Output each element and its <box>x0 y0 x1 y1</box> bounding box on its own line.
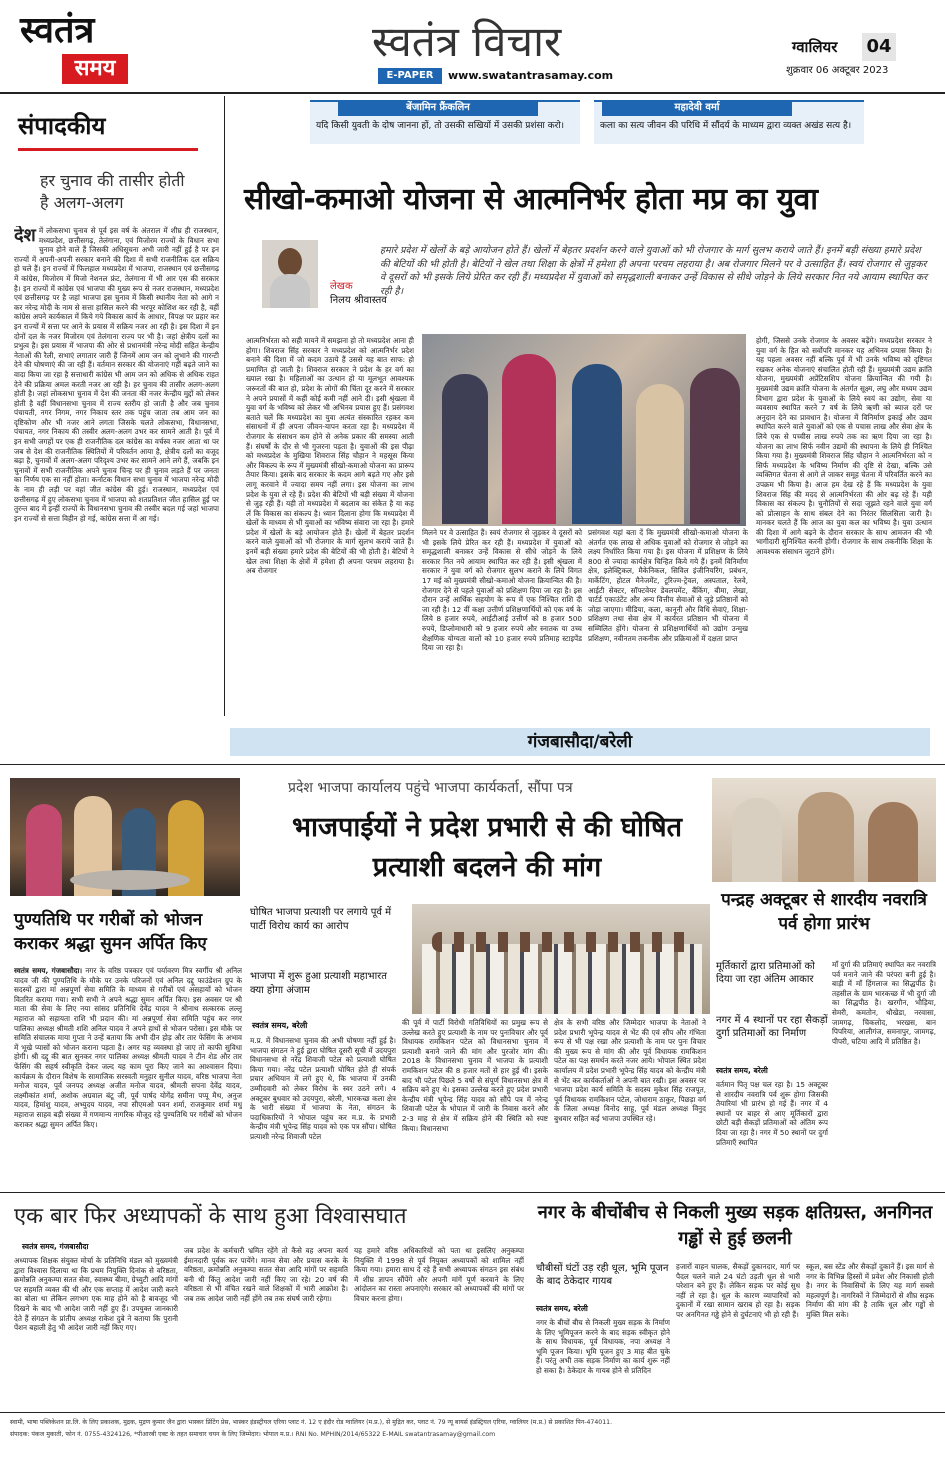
bjp-col-3: क्षेत्र के सभी वरिष्ठ और जिम्मेदार भाजपा के नेताओं ने प्रदेश प्रभारी भूपेन्द्र यादव से भेंट की एवं सौंप और गंभिता रूप से भी पक्ष रखा और प्रत्याशी के नाम पर पुनः विचार की मुख्य रूप से मांग की और पूर्व विधायक रामकिशन पटेल का पक्ष समर्थन करते नजर आये। भोपाल स्थित प्रदेश कार्यालय में प्रदेश प्रभारी भूपेन्द्र सिंह यादव को केन्द्रीय मंत्री से भेंट कर कार्यकर्ताओं ने अपनी बात रखी। इस अवसर पर भाजपा प्रदेश कार्य समिति के सदस्य मुकेश सिंह राजपूत, पूर्व विधायक रामकिशन पटेल, जोधाराम ठाकुर, पिछड़ा वर्ग के जिला अध्यक्ष विनोद साहू, पूर्व मंडल अध्यक्ष विनुद बुधवार सहित कई भाजपा उपस्थित रहे। <box>554 1018 706 1123</box>
quote-2-author: महादेवी वर्मा <box>602 100 792 116</box>
teachers-col-1: अध्यापक शिक्षक संयुक्त मोर्चा के प्रतिनिधि मंडल को मुख्यमंत्री द्वारा विश्वास दिलाया था कि प्रथम नियुक्ति दिनांक से वरिष्ठता, क्रमोन्नति अनुकम्पा सतत सेवा, स्वास्थ्य बीमा, ग्रेच्युटी आदि मांगों पर सहमति व्यक्त की थी और एक सप्ताह में आदेश जारी करने का बोला था लेकिन लगभग एक माह होने को है बावजूद भी दिखने के बाद भी आदेश जारी नहीं हुए हैं। उपयुक्त जानकारी देते हैं संगठन के प्रांतीय अध्यक्ष राकेश दुबे ने बताया कि पुरानी पेंशन बहाली हेतु भी आदेश जारी नहीं किए गए। <box>14 1256 178 1333</box>
road-sub: चौबीसों घंटों उड़ रही धूल, भूमि पूजन के बाद ठेकेदार गायब <box>536 1263 669 1287</box>
navratri-headline: पन्द्रह अक्टूबर से शारदीय नवरात्रि पर्व होगा प्रारंभ <box>721 890 927 934</box>
lead-col-4: होगी, जिससे उनके रोजगार के अवसर बढ़ेंगे। मध्यप्रदेश सरकार ने युवा वर्ग के हित को सर्वोपरि मानकर यह अभिनव प्रयास किया है। यह पहला अवसर नहीं बल्कि पूर्व में भी उनके भविष्य को दृष्टिगत रखकर अनेक योजनाएं संचालित होती रही हैं। मुख्यमंत्री उद्यम क्रांति योजना, मुख्यमंत्री अप्रेंटिसशिप योजना क्रियान्वित की गयी है। मुख्यमंत्री उद्यम क्रांति योजना के अंतर्गत सूक्ष्म, लघु और मध्यम उद्यम विभाग द्वारा प्रदेश के युवाओं के लिये स्वयं का उद्योग, सेवा या व्यवसाय स्थापित करने 7 वर्ष के लिये ऋणी को ब्याज दरों पर अनुदान देने का प्रावधान है। योजना में विनिर्माण इकाई और उद्यम स्थापित करने वाले युवाओं को एक से पचास लाख और सेवा क्षेत्र के लिये एक से पच्चीस लाख रुपये तक का ऋण दिया जा रहा है। योजना का लाभ सिर्फ नवीन उद्यमों की स्थापना के लिये ही निश्चित किया गया है। मुख्यमंत्री शिवराज सिंह चौहान ने आत्मनिर्भरता को न सिर्फ मध्यप्रदेश के भविष्य निर्माण की दृष्टि से देखा, बल्कि उसे व्यक्तिगत चेतना से आगे ले जाकर समूह चेतना में परिवर्तित करने का उपक्रम भी किया है। आज हम देख रहे हैं कि मध्यप्रदेश के युवा शिवराज सिंह की मदद से आत्मनिर्भरता की ओर बढ़ रहे हैं। यही विकास का संकल्प है। चुनौतियों से सदा जूझते रहने वाले युवा वर्ग को प्रोत्साहन के साथ संबल देने का निरंतर सिलसिला जारी है। मानकर चलते हैं कि आज का युवा कल का भविष्य है। युवा उत्थान की दिशा में आगे बढ़ने के दौरान सरकार के साथ आमजन की भी भागीदारी सुनिश्चित करनी होगी। रोजगार के साथ तकनीकि शिक्षा के आवश्यक संसाधन जुटाने होंगे। <box>756 336 932 557</box>
editorial-dropcap: देश <box>14 226 36 246</box>
website[interactable]: www.swatantrasamay.com <box>448 69 614 82</box>
bjp-photo <box>412 904 710 1014</box>
navratri-sub-1: मूर्तिकारों द्वारा प्रतिमाओं को दिया जा रहा अंतिम आकार <box>716 961 815 985</box>
column-divider <box>224 96 225 716</box>
epaper-label: E-PAPER <box>378 68 442 84</box>
teachers-headline: एक बार फिर अध्यापकों के साथ हुआ विश्वासघात <box>14 1204 407 1229</box>
imprint-line-2: संपादक: पंकज मुकाती, फोन नं. 0755-4324126, *पीआरबी एक्ट के तहत समाचार चयन के लिए जिम्मेदार। भोपाल म.प्र.। RNI No. MPHIN/2014/65322 E-MAIL swatantrasamay@gmail.com <box>10 1431 496 1438</box>
bjp-dateline <box>252 1020 402 1032</box>
imprint-line-1: स्वामी, भाषा पब्लिकेशन प्रा.लि. के लिए प्रकाशक, मुद्रक, मुद्रण कुमार जैन द्वारा भास्कर प्रिंटिंग प्रेस, भास्कर इंडस्ट्रीयल एरिया प्लाट नं. 12 ए इंदौर रोड ग्वालियर (म.प्र.), से मुद्रित कर, प्लाट नं. 79 न्यू बायर्स इंडस्ट्रियल एरिया, ग्वालियर (म.प्र.) से प्रकाशित पिन-474011. <box>10 1419 613 1426</box>
author-photo <box>262 240 318 308</box>
issue-date: शुक्रवार 06 अक्टूबर 2023 <box>786 65 889 76</box>
lead-photo <box>422 334 746 526</box>
footer-rule <box>0 1412 945 1413</box>
bjp-col-1: म.प्र. में विधानसभा चुनाव की अभी घोषणा नहीं हुई है। भाजपा संगठन ने हुई द्वारा घोषित दूसरी सूची में उदयपुरा विधानसभा से नरेंद्र शिवाजी पटेल को प्रत्याशी घोषित किया गया। नरेंद्र पटेल प्रत्याशी घोषित होते ही संपर्क प्रचार अभियान में लगे हुए थे, कि भाजपा में उनकी उम्मीदवारी को लेकर विरोध के स्वर उठने लगे। 4 अक्टूबर बुधवार को उदयपुरा, बरेली, भारकच्छ कला क्षेत्र के भारी संख्या में भाजपा के नेता, संगठन के पदाधिकारियों ने भोपाल पहुंच कर म.प्र. के प्रभारी केन्द्रीय मंत्री भूपेन्द्र सिंह यादव को एक पत्र सौंपा। घोषित प्रत्याशी नरेन्द्र शिवाजी पटेल <box>250 1036 396 1141</box>
masthead <box>0 0 945 92</box>
road-dateline: स्वतंत्र समय, बरेली <box>536 1304 588 1313</box>
bjp-headline: भाजपाईयों ने प्रदेश प्रभारी से की घोषित प्रत्याशी बदलने की मांग <box>292 812 682 883</box>
banner-rule <box>0 764 945 765</box>
punyatithi-body <box>14 966 242 1188</box>
editorial-text: में लोकसभा चुनाव से पूर्व इस वर्ष के अंतराल में शीघ्र ही राजस्थान, मध्यप्रदेश, छत्तीसगढ़, तेलंगाना, एवं मिजोरम राज्यों के विधान सभा चुनाव होने वाले हैं जिसकी अधिसूचना अभी जारी नहीं हुई है पर इन राज्यों में अपनी-अपनी सरकार बनाने की दिशा में सभी राजनीतिक दल सक्रिय हो चले हैं। इन राज्यों में फिलहाल मध्यप्रदेश में भाजपा, राजस्थान एवं छत्तीसगढ़ में कांग्रेस, मिजोरम में मिजो नेशनल फ्रंट, तेलंगाना में भी आर एस की सरकार है। इन राज्यों में कांग्रेस एवं भाजपा की मुख्य रूप से नजर राजस्थान, मध्यप्रदेश एवं छत्तीसगढ़ पर है जहां भाजपा इस चुनाव में किसी स्थानीय नेता को आगे न कर नरेन्द्र मोदी के नाम से सत्ता हासिल करने की भरपूर कोशिश कर रही है, वहीं कांग्रेस अपने कार्यकाल में किये गये विकास कार्य के आधार, विपक्ष पर प्रहार कर इन राज्यों में सत्ता पर आने के प्रयास में सक्रिय नजर आ रही है। इस दिशा में इन दोनों दल के नजर मिजोरम एवं तेलंगाना राज्य पर भी है। जहां क्षेत्रीय दलों का प्रभुत्व है। इस प्रयास में भाजपा की ओर से प्रधानमंत्री नरेन्द्र मोदी सहित केन्द्रीय नेताओं की रैली, सभाएं लगातार जारी हैं जिनमें आम जन को लुभाने की गारन्टी देने की घोषणाएं की जा रही हैं। वर्तमान सरकार की योजनाएं गहीं बढ़ते जाने का वादा किया जा रहा है सत्ताधारी कांग्रेस भी आम जन को अधिक से अधिक राहत देने की प्रक्रिया अमल करती नजर आ रही है। हर चुनाव की तासीर अलग-अलग होती है। जहां लोकसभा चुनाव में देश की जनता की नजर केन्द्रीय मुद्दों को लेकर होती है वहीं विधानसभा चुनाव में राज्य स्तरीय हो जाती है और जब चुनाव पंचायती, नगर निगम, नगर निकाय स्तर तक पहुंच जाता तब आम जन का दृष्टिकोण और भी नजर आने लगता जिसके चलते लोकसभा, विधानसभा, पंचायत, नगर निकाय की तस्वीर अलग-अलग उभर कर सामने आती है। पूर्व में इन सभी जगहों पर एक ही राजनीतिक दल कांग्रेस का वर्चस्व नजर आता था पर जब से देश की राजनीतिक स्थितियों में परिवर्तन आया है, क्षेत्रीय दलों का वजूद बढ़ा है, चुनावों में अलग-अलग परिदृश्य उभर कर सामने आने लगे हैं, जबकि इन चुनावों में सभी राजनीतिक अपने चुनाव चिन्ह पर ही चुनाव लड़ते हैं पर जनता का निर्णय एक सा नहीं होता। कर्नाटक विधान सभा चुनाव में भाजपा नरेन्द्र मोदी के नाम ही लड़ी पर वहां जीत कांग्रेस की हुई। राजस्थान, मध्यप्रदेश एवं छत्तीसगढ़ में हुए लोकसभा चुनाव में भाजपा को शतप्रतिशत जीत हासिल हुई पर तुरन्त बाद में इन्हीं राज्यों के विधानसभा चुनाव की तस्वीर बदल गई जहां भाजपा इन राज्यों से सत्ता विहीन हो गई, कांग्रेस सत्ता में आ गई। <box>14 226 219 523</box>
quote-1-author: बेंजामिन फ्रैंकलिन <box>338 100 538 116</box>
logo-line2: समय <box>62 54 128 84</box>
bjp-sub-2: भाजपा में शुरू हुआ प्रत्याशी महाभारत क्या होगा अंजाम <box>250 971 387 996</box>
punyatithi-text: नगर के वरिष्ठ पत्रकार एवं पर्यावरण मित्र स्वर्गीय श्री अनिल यादव जी की पुण्यतिथि के मौके पर उनके परिजनों एवं अनिल दद्दू फाउंडेशन ग्रुप के सदस्यों द्वारा मां अन्नपूर्णा सेवा समिति के माध्यम से गरीबों एवं असहायों को भोजन वितरित कराया गया। सभी सभी ने अपने श्रद्धा सुमन अर्पित किए। इस अवसर पर श्री माता की सेवा के लिए नया सांसद प्रतिनिधि देवेंद्र यादव ने श्रीनाथ सत्कारक लल्लू महाराज को सहायता राशि भी प्रदान की। मां अन्नपूर्णा सेवा समिति पहुंच कर नगर पालिका अध्यक्ष श्रीमती शशि अनिल यादव ने अपने हाथों से भोजन परोसा। इस मौके पर समिति संचालक माया गुप्ता ने उन्हें बताया कि अभी दीन होड़ और तार फेसिंग के अभाव में भूखे प्यासों को भोजन कराना पड़ता है। अगर यह व्यवस्था हो जाए तो काफी सुविधा होगी। श्री दद्दू की बात सुनकर नगर पालिका अध्यक्ष श्रीमती यादव ने टीन शेड और तार फेंसिंग की सहर्ष स्वीकृति देकर जल्द यह काम पूरा किए जाने का आश्वासन दिया। कार्यक्रम के दौरान विशेष के सामाजिक सरस्वती मनुहार सुनील यादव, वरिष्ठ भाजपा नेता मनोज यादव, पूर्व जनपद अध्यक्ष अजीत मनोज यादव, श्रीमती सपना देवेंद्र यादव, लक्ष्मीकांत शर्मा, अशोक अग्रवाल बंटू जी, पूर्व पार्षद योगेंद्र समीना पप्पू मैथ, अनुज यादव, हिमांशु यादव, अभ्युदय यादव, नपा सीएमओ पवन शर्मा, राजकुमार शर्मा मधु महाराज साहव बड़ी संख्या में गणमान्य नागरिक मौजूद रहे पुण्यतिथि पर गरीबों को भोजन कराकर श्रद्धा सुमन अर्पित किए। <box>14 966 242 1129</box>
lead-intro: हमारे प्रदेश में खेलों के बड़े आयोजन होते हैं। खेलों में बेहतर प्रदर्शन करने वाले युवाओं को भी रोजगार के मार्ग सुलभ कराये जाते हैं। इनमें बड़ी संख्या हमारे प्रदेश की बेटियों की भी होती है। बेटियों ने खेल तथा शिक्षा के क्षेत्रों में हमेशा ही अपना परचम लहराया है। अब रोजगार मिलने पर वे उत्साहित हैं। स्वयं रोजगार से जुड़कर वे दूसरों को भी इसके लिये प्रेरित कर रही हैं। मध्यप्रदेश में युवाओं को समृद्धशाली बनाकर उन्हें विकास से सीधे जोड़ने के लिये सरकार नित नये आयाम स्थापित कर रही है। <box>380 245 928 297</box>
quote-1 <box>310 100 580 144</box>
bjp-col-2: की पूर्व में पार्टी विरोधी गतिविधियों का प्रमुख रूप से उल्लेख करते हुए प्रत्याशी के नाम पर पुनःविचार और पूर्व विधायक रामकिशन पटेल को विधानसभा चुनाव में प्रत्याशी बनाने जाने की मांग और पुरजोर मांग की। 2018 के विधानसभा चुनाव में भाजपा के प्रत्याशी रामकिशन पटेल की 8 हजार मतों से हार हुई थी। इसके बाद भी पटेल पिछले 5 वर्षो से संपूर्ण विधानसभा क्षेत्र में सक्रिय बने हुए थे। इसका उल्लेख करते हुए प्रदेश प्रभारी केन्द्रीय मंत्री भूपेन्द्र सिंह यादव को सौंपे पत्र में नरेन्द्र शिवाजी पटेल के भोपाल में जारी के निवास करने और 2-3 माह से क्षेत्र में सक्रिय होने की स्थिति को स्पष्ट किया। विधानसभा <box>402 1018 548 1133</box>
quote-2 <box>594 100 864 144</box>
editorial-heading-underline <box>18 148 198 151</box>
navratri-photo <box>712 778 936 882</box>
editorial-body <box>14 226 219 710</box>
page-title: स्वतंत्र विचार <box>372 17 562 66</box>
logo <box>18 10 128 90</box>
city-name: ग्वालियर <box>792 38 838 56</box>
editorial-headline: हर चुनाव की तासीर होती है अलग-अलग <box>40 171 185 212</box>
punyatithi-headline: पुण्यतिथि पर गरीबों को भोजन कराकर श्रद्धा सुमन अर्पित किए <box>14 910 207 954</box>
editorial-section <box>14 100 219 712</box>
road-col-2: हजारों वाहन चालक, सैकड़ों दुकानदार, मार्ग पर पैदल चलने वाले 24 घंटो उड़ती धूल से भारी परेशान बने हुए हैं। लेकिन सड़क पर कोई सुध नहीं ले रहा है। धूल के कारण व्यापारियों को दुकानों में रखा सामान खराब हो रहा है। सड़क पर अनगिनत गड्ढे होने से दुर्घटनाएं भी हो रही हैं। <box>676 1262 800 1319</box>
road-col-3: स्कूल, बस स्टेंड और सैकड़ों दुकानें हैं। इस मार्ग से नगर के विभिन्न हिस्सों में प्रवेश और निकासी होती है। नगर के निवासियों के लिए यह मार्ग सबसे महत्वपूर्ण है। नागरिकों ने जिम्मेदारों से शीघ्र सड़क निर्माण की मांग की है ताकि धूल और गड्ढों से मुक्ति मिल सके। <box>806 1262 934 1319</box>
teachers-col-3: यह हमारे वरिष्ठ अधिकारियों को पता था इसलिए अनुकम्पा नियुक्ति में 1998 से पूर्व नियुक्त अध्यापकों को शामिल नहीं किया गया। हमारा साथ दे रहे हैं सभी अध्यापक संगठन इस संबंध में शीघ्र ज्ञापन सौंपेंगे और अपनी मांगें पूर्ण करवाने के लिए आंदोलन का रास्ता अपनाएंगे। सरकार को अध्यापकों की मांगों पर विचार करना होगा। <box>354 1246 524 1303</box>
lead-headline: सीखो-कमाओ योजना से आत्मनिर्भर होता मप्र का युवा <box>244 182 818 217</box>
masthead-rule <box>0 92 945 94</box>
author-name: निलय श्रीवास्तव <box>330 295 387 306</box>
bjp-dateline-text: स्वतंत्र समय, बरेली <box>252 1021 308 1030</box>
logo-line1: स्वतंत्र <box>20 10 95 51</box>
lead-col-1: आत्मनिर्भरता को सही मायने में समझना हो तो मध्यप्रदेश आना ही होगा। शिवराज सिंह सरकार ने मध्यप्रदेश को आत्मनिर्भर प्रदेश बनाने की दिशा में जो कदम उठाये हैं उससे यह बात साफ: हो प्रमाणित हो जाती है। शिवराज सरकार ने प्रदेश के हर वर्ग का ख्याल रखा है। महिलाओं का उत्थान हो या मूलभूत आवश्यक जरूरतों की बात हो, प्रदेश के लोगों की चिंता दूर करने में सरकार ने अपने प्रयासों में कहीं कोई कमी नहीं आने दी। इसी श्रृंखला में युवा वर्ग के भविष्य को लेकर भी अभिनव प्रयास हुए हैं। प्रसंगवश बताते चलें कि मध्यप्रदेश का युवा अत्यंत संस्कारित रहकर कम संसाधनों में ही अपना जीवन-यापन करता रहा है। मध्यप्रदेश में रोजगार के संसाधन कम होने से अनेक प्रकार की समस्या आती हैं। संघर्षों के दौर से भी गुजरना पड़ता है। युवाओं की इस पीढ़ा को मध्यप्रदेश के मुखिया शिवराज सिंह चौहान ने महसूस किया और विकल्प के रूप में मुख्यमंत्री सीखो-कमाओ योजना का प्रारूप तैयार किया। इसके बाद सरकार के कदम आगे बढ़ते गए और इसे लागू करवाने में ज्यादा समय नहीं लगा। इस योजना का लाभ प्रदेश के युवा ले रहे हैं। प्रदेश की बेटियों भी बड़ी संख्या में योजना से जुड़ रही हैं। यही तो मध्यप्रदेश में बदलाव का संकेत है या कह लें कि विकास का संकल्प है। ध्यान दिलाना होगा कि मध्यप्रदेश में खेलों के माध्यम से भी युवाओं का भविष्य संवारा जा रहा है। हमारे प्रदेश में खेलों के बड़े आयोजन होते हैं। खेलों में बेहतर प्रदर्शन करने वाले युवाओं को भी रोजगार के मार्ग सुलभ कराये जाते हैं। इनमें बड़ी संख्या हमारे प्रदेश की बेटियों की भी होती है। बेटियों ने खेल तथा शिक्षा के क्षेत्रों में हमेशा ही अपना परचम लहराया है। अब रोजगार <box>246 336 414 576</box>
road-headline: नगर के बीचोंबीच से निकली मुख्य सड़क क्षतिग्रस्त, अनगिनत गड्ढों से हुई छलनी <box>537 1202 933 1249</box>
bjp-kicker: प्रदेश भाजपा कार्यालय पहुंचे भाजपा कार्यकर्ता, सौंपा पत्र <box>288 780 573 796</box>
teachers-dateline: स्वतंत्र समय, गंजबासौदा <box>22 1242 89 1251</box>
navratri-col-1: वर्तमान पितृ पक्ष चल रहा है। 15 अक्टूबर से शारदीय नवरात्रि पर्व शुरू होगा जिसकी तैयारियां भी प्रारंभ हो गई हैं। नगर में 4 स्थानों पर बाहर से आए मूर्तिकारों द्वारा छोटी बड़ी सैकड़ों प्रतिमाओं को अंतिम रूप दिया जा रहा है। नगर में 50 स्थानों पर दुर्गा प्रतिमाएँ स्थापित <box>716 1080 828 1147</box>
page-number: 04 <box>862 33 896 61</box>
byline-label: लेखक <box>330 281 353 292</box>
punyatithi-photo <box>10 778 240 896</box>
editorial-heading: संपादकीय <box>18 112 106 140</box>
quote-2-text: कला का सत्य जीवन की परिधि में सौंदर्य के माध्यम द्वारा व्यक्त अखंड सत्य है। <box>600 121 852 131</box>
regional-banner <box>230 728 930 756</box>
lead-col-2: मिलने पर वे उत्साहित हैं। स्वयं रोजगार से जुड़कर वे दूसरों को भी इसके लिये प्रेरित कर रही हैं। मध्यप्रदेश में युवाओं को समृद्धशाली बनाकर उन्हें विकास से सीधे जोड़ने के लिये सरकार नित नये आयाम स्थापित कर रही है। इसी श्रृंखला में सरकार ने युवा वर्ग को रोजगार सुलभ कराने के लिये विगत 17 मई को मुख्यमंत्री सीखो-कमाओ योजना क्रियान्वित की है। रोजगार देने से पहले युवाओं को प्रशिक्षण दिया जा रहा है। इस दौरान उन्हें आर्थिक सहयोग के रूप में एक निश्चित राशि दी जा रही है। 12 वीं कक्षा उत्तीर्ण प्रशिक्षणार्थियों को एक वर्ष के लिये 8 हजार रुपये, आईटीआई उत्तीर्ण को 8 हजार 500 रुपये, डिप्लोमाधारी को 9 हजार रुपये और स्नातक या उच्च शैक्षणिक योग्यता वालों को 10 हजार रुपये प्रतिमाह स्टाइपेंड दिया जा रहा है। <box>422 528 582 653</box>
navratri-dateline: स्वतंत्र समय, बरेली <box>716 1066 768 1075</box>
teachers-col-2: जब प्रदेश के कर्मचारी भ्रमित रहेंगे तो कैसे वह अपना कार्य ईमानदारी पूर्वक कर पायेंगे। मानव सेवा और प्रयास करके के वरिष्ठता, क्रमोन्नति अनुकम्पा सतत सेवा आदि मांगों पर सहमति बनी थी किंतु आदेश जारी नहीं किए जा रहे। 20 वर्ष की वरिष्ठता से भी वंचित रखने वाले शिक्षकों में भारी आक्रोश है। जब तक आदेश जारी नहीं होंगे तब तक संघर्ष जारी रहेगा। <box>184 1246 348 1303</box>
lead-col-3: प्रसंगवश यहां बता दें कि मुख्यमंत्री सीखो-कमाओ योजना के अंतर्गत एक लाख से अधिक युवाओं को रोजगार से जोड़ने का लक्ष्य निर्धारित किया गया है। इस योजना में प्रशिक्षण के लिये 800 से ज्यादा कार्यक्षेत्र चिन्हित किये गये हैं। इनमें विनिर्माण क्षेत्र, इलेक्ट्रिकल, मैकेनिकल, सिविल इंजीनियरिंग, प्रबंधन, मार्केटिंग, होटल मैनेजमेंट, टूरिज्म-ट्रेवल, अस्पताल, रेलवे, आईटी सेक्टर, सॉफ्टवेयर डेवलपमेंट, बैंकिंग, बीमा, लेखा, चार्टर्ड एकाउंटेंट और अन्य वित्तीय सेवाओं से जुड़े प्रतिष्ठानों को जोड़ा जाएगा। मीडिया, कला, कानूनी और विधि सेवाएं, शिक्षा-प्रशिक्षण तथा सेवा क्षेत्र में कार्यरत प्रतिष्ठान भी योजना में सम्मिलित होंगे। योजना से प्रशिक्षणार्थियों को उद्योग उन्मुख प्रशिक्षण, नवीनतम तकनीक और प्रक्रियाओं में दक्षता प्राप्त <box>588 528 748 643</box>
road-col-1: नगर के बीचों बीच से निकली मुख्य सड़क के निर्माण के लिए भूमिपूजन करने के बाद सड़क स्वीकृत होने के साथ विधायक, पूर्व विधायक, नपा अध्यक्ष ने भूमि पूजन किया। भूमि पूजन हुए 3 माह बीत चुके हैं। परंतु अभी तक सड़क निर्माण का कार्य शुरू नहीं हो सका है। ठेकेदार के गायब होने से प्रतिदिन <box>536 1318 670 1375</box>
bottom-section-rule <box>0 1192 945 1193</box>
navratri-sub-2: नगर में 4 स्थानों पर रहा सैकड़ों दुर्गा प्रतिमाओं का निर्माण <box>716 1015 828 1039</box>
navratri-col-2: माँ दुर्गा की प्रतिमाएं स्थापित कर नवरात्रि पर्व मनाने जाने की परंपरा बनी हुई है। बाड़ी में माँ हिंगलाज का सिद्धपीठ है। तहसील के ग्राम भारकच्छ में भी दुर्गा जी का सिद्धपीठ है। खरगौन, भौड़िया, सेमरी, कमतोन, थौखेडा, नरवासा, जामगढ़, चिकलोद, भरखस, बान पिपरिया, आलीगंज, समनापुर, जामगढ़, पीपरी, घटिया आदि में प्रतिष्ठित है। <box>832 960 936 1046</box>
bjp-sub-1: घोषित भाजपा प्रत्याशी पर लगाये पूर्व में पार्टी विरोध कार्य का आरोप <box>250 907 392 932</box>
punyatithi-dateline: स्वतंत्र समय, गंजबासौदा। <box>14 966 83 975</box>
quote-1-text: यदि किसी युवती के दोष जानना हों, तो उसकी सखियों में उसकी प्रशंसा करो। <box>316 121 565 131</box>
regional-banner-title: गंजबासौदा/बरेली <box>527 732 633 752</box>
